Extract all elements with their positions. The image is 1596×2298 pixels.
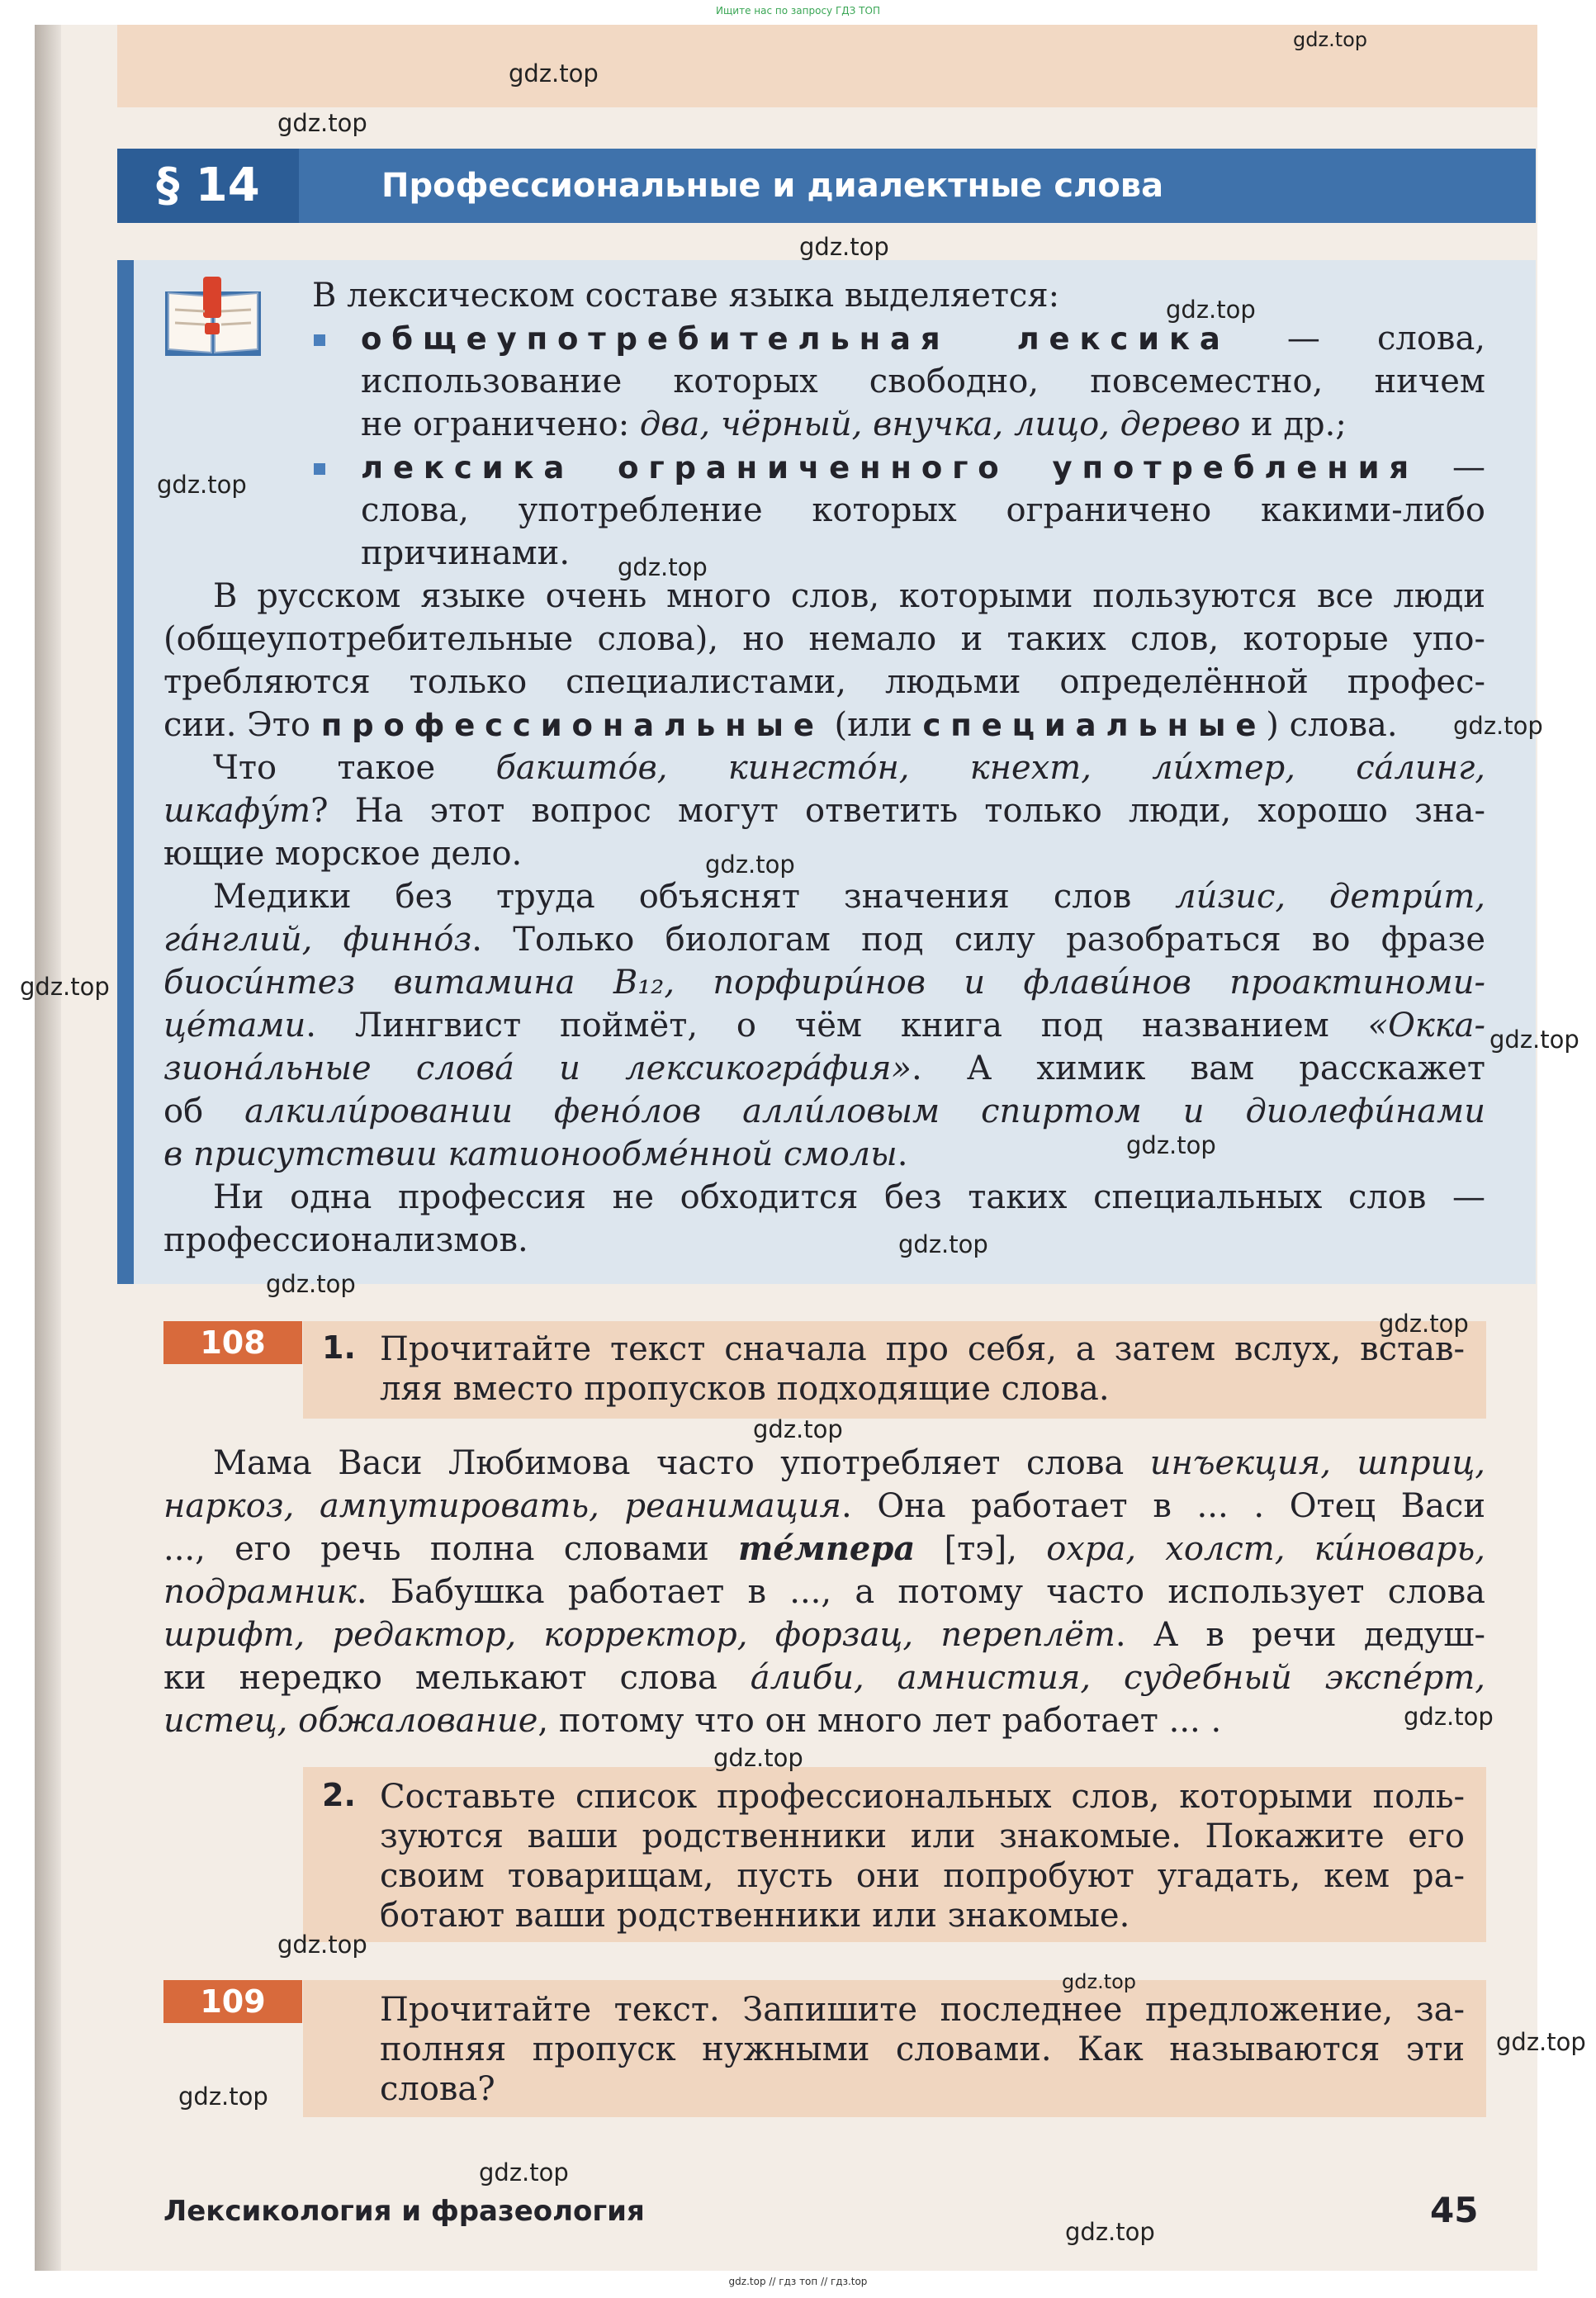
watermark[interactable]: gdz.top <box>1126 1131 1216 1159</box>
paragraph-3 <box>163 875 1485 1176</box>
search-hint[interactable]: Ищите нас по запросу ГДЗ ТОП <box>716 5 880 17</box>
text-line: ющие морское дело. <box>163 835 523 873</box>
text-span: об <box>163 1092 245 1130</box>
text-line: Прочитайте текст. Запишите последнее предложение, за- <box>380 1991 1465 2029</box>
example-words: а́либи, амнистия, судебный экспе́рт, <box>750 1659 1486 1697</box>
examples-chemistry-2: в присутствии катионообме́нной смолы <box>163 1135 897 1173</box>
text-line: зуются ваши родственники или знакомые. Покажите его <box>380 1817 1465 1855</box>
text-span: Медики без труда объяснят значения слов <box>213 878 1176 916</box>
example-words: шрифт, редактор, корректор, форзац, переплёт <box>163 1616 1115 1654</box>
exercise-109-badge: 109 <box>163 1980 302 2023</box>
text-line: Составьте список профессиональных слов, которыми поль- <box>380 1778 1465 1816</box>
watermark[interactable]: gdz.top <box>509 59 599 88</box>
text-line: слова? <box>380 2070 495 2108</box>
watermark[interactable]: gdz.top <box>618 553 708 581</box>
watermark[interactable]: gdz.top <box>178 2082 268 2111</box>
exercise-108-text <box>163 1442 1485 1742</box>
bullet-marker <box>314 334 325 346</box>
theory-text <box>312 274 1485 317</box>
examples-biology: биоси́нтез витамина B₁₂, порфири́нов и флави́нов проактиноми- <box>163 964 1485 1002</box>
text-span: [тэ], <box>915 1530 1047 1568</box>
watermark[interactable]: gdz.top <box>157 471 247 499</box>
watermark[interactable]: gdz.top <box>277 1931 367 1959</box>
exercise-109-text <box>380 1990 1465 2109</box>
text-line: ляя вместо пропусков подходящие слова. <box>380 1370 1110 1408</box>
theory-panel-bar <box>117 260 134 1284</box>
term-restricted-vocab: лексика ограниченного употребления <box>361 450 1418 486</box>
paragraph-1 <box>163 575 1485 746</box>
examples-medical-2: га́нглий, финно́з <box>163 921 472 959</box>
paragraph-2 <box>163 746 1485 875</box>
section-title: Профессиональные и диалектные слова <box>381 167 1164 205</box>
watermark[interactable]: gdz.top <box>266 1270 356 1298</box>
text-line: Ни одна профессия не обходится без таких специальных слов — <box>213 1178 1485 1216</box>
watermark[interactable]: gdz.top <box>713 1744 803 1772</box>
examples-medical: ли́зис, детри́т, <box>1175 878 1485 916</box>
text-line: слова, употребление которых ограничено какими-либо <box>361 491 1485 529</box>
term-common-vocab: общеупотребительная лексика <box>361 321 1230 357</box>
watermark[interactable]: gdz.top <box>1496 2028 1586 2056</box>
example-words: наркоз, ампутировать, реанимация <box>163 1487 841 1525</box>
watermark[interactable]: gdz.top <box>1379 1310 1469 1338</box>
term-special: специальные <box>922 708 1267 743</box>
text-span: сии. Это <box>163 706 321 744</box>
task-number: 1. <box>322 1329 356 1366</box>
watermark[interactable]: gdz.top <box>479 2158 569 2187</box>
bottom-links[interactable]: gdz.top // гдз топ // гдз.top <box>728 2276 868 2287</box>
text-line: ботают ваши родственники или знакомые. <box>380 1897 1130 1935</box>
paragraph-4 <box>163 1176 1485 1262</box>
watermark[interactable]: gdz.top <box>1453 712 1543 740</box>
bullet-restricted-vocab <box>361 446 1485 575</box>
example-word: шкафу́т <box>163 792 311 830</box>
text-line: В русском языке очень много слов, которыми пользуются все люди <box>213 577 1485 615</box>
text-span: . А в речи дедуш- <box>1115 1616 1485 1654</box>
watermark[interactable]: gdz.top <box>1489 1026 1579 1054</box>
watermark[interactable]: gdz.top <box>1062 1970 1137 1993</box>
exercise-108-task-2 <box>380 1777 1465 1936</box>
text-span: Что такое <box>213 749 496 787</box>
term-professional: профессиональные <box>320 708 824 743</box>
examples-chemistry: алкили́ровании фено́лов алли́ловым спиртом и диолефи́нами <box>244 1092 1485 1130</box>
text-span: , потому что он много лет работает ... . <box>538 1702 1222 1740</box>
watermark[interactable]: gdz.top <box>20 973 110 1001</box>
page-number: 45 <box>1430 2190 1479 2230</box>
text-span: ки нередко мелькают слова <box>163 1659 751 1697</box>
text-line: причинами. <box>361 534 571 572</box>
text-line: профессионализмов. <box>163 1221 528 1259</box>
text-span: . Бабушка работает в ..., а потому часто использует слова <box>356 1573 1485 1611</box>
text-line: Прочитайте текст сначала про себя, а затем вслух, встав- <box>380 1330 1465 1368</box>
text-span: ? На этот вопрос могут ответить только люди, хорошо зна- <box>310 792 1485 830</box>
open-book-exclamation-icon <box>162 277 264 359</box>
section-number: § 14 <box>117 149 299 223</box>
theory-intro: В лексическом составе языка выделяется: <box>312 277 1060 315</box>
book-spine-shadow <box>35 25 61 2271</box>
book-title-2: зиона́льные слова́ и лексикогра́фия» <box>163 1049 912 1087</box>
example-words: инъекция, шприц, <box>1149 1444 1486 1482</box>
example-word: подрамник <box>163 1573 357 1611</box>
example-words: охра, холст, ки́новарь, <box>1046 1530 1485 1568</box>
section-heading <box>117 149 1536 223</box>
watermark[interactable]: gdz.top <box>1404 1703 1494 1731</box>
watermark[interactable]: gdz.top <box>1166 296 1256 324</box>
watermark[interactable]: gdz.top <box>753 1415 843 1443</box>
text-line: своим товарищам, пусть они попробуют угадать, кем ра- <box>380 1857 1465 1895</box>
text-span: ..., его речь полна словами <box>163 1530 739 1568</box>
text-span: — <box>1418 448 1485 486</box>
text-line: (общеупотребительные слова), но немало и таких слов, которые упо- <box>163 620 1485 658</box>
watermark[interactable]: gdz.top <box>1293 28 1368 51</box>
task-number: 2. <box>322 1777 356 1813</box>
text-line: требляются только специалистами, людьми определённой профес- <box>163 663 1485 701</box>
text-line: полняя пропуск нужными словами. Как называются эти <box>380 2030 1465 2068</box>
text-span: . Она работает в ... . Отец Васи <box>841 1487 1485 1525</box>
text-span: . Только биологам под силу разобраться во фразе <box>471 921 1485 959</box>
text-span: Мама Васи Любимова часто употребляет слова <box>213 1444 1150 1482</box>
watermark[interactable]: gdz.top <box>705 850 795 879</box>
example-words: истец, обжалование <box>163 1702 538 1740</box>
text-line: использование которых свободно, повсеместно, ничем <box>361 362 1485 400</box>
watermark[interactable]: gdz.top <box>898 1230 988 1258</box>
text-span: . А химик вам расскажет <box>912 1049 1486 1087</box>
examples-biology-2: це́тами <box>163 1007 306 1045</box>
example-word: те́мпера <box>738 1529 916 1568</box>
book-title: «Окка- <box>1367 1007 1485 1045</box>
text-span: не ограничено: <box>361 405 640 443</box>
watermark[interactable]: gdz.top <box>799 233 889 261</box>
footer-section: Лексикология и фразеология <box>163 2195 645 2228</box>
examples-marine: бакшто́в, кингсто́н, кнехт, ли́хтер, са́линг, <box>495 749 1485 787</box>
text-span: . Лингвист поймёт, о чём книга под названием <box>305 1007 1368 1045</box>
bullet-common-vocab <box>361 317 1485 446</box>
watermark[interactable]: gdz.top <box>277 109 367 137</box>
text-span: и др.; <box>1240 405 1347 443</box>
text-span: (или <box>823 706 923 744</box>
watermark[interactable]: gdz.top <box>1065 2218 1155 2246</box>
exercise-108-badge: 108 <box>163 1321 302 1364</box>
text-span: ) слова. <box>1266 706 1398 744</box>
exercise-108-task-1 <box>380 1329 1465 1409</box>
text-span: — слова, <box>1229 320 1485 358</box>
text-span: . <box>897 1135 908 1173</box>
examples-common: два, чёрный, внучка, лицо, дерево <box>639 405 1241 443</box>
bullet-marker <box>314 463 325 475</box>
